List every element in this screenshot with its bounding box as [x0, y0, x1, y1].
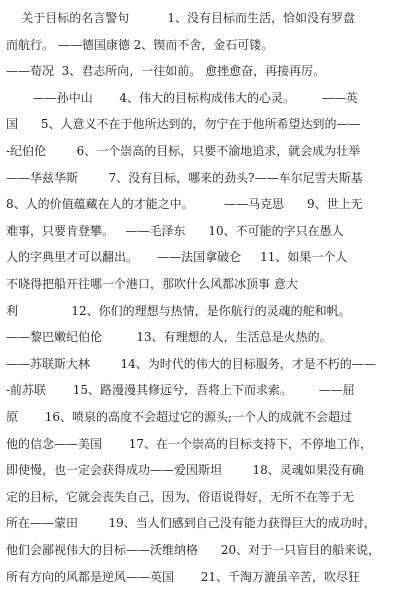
text-line: ——黎巴嫩纪伯伦 13、有理想的人，生活总是火热的。	[6, 330, 332, 345]
text-line: 8、人的价值蕴藏在人的才能之中。 ——马克思 9、世上无	[6, 197, 363, 212]
text-line: 他的信念——美国 17、在一个崇高的目标支持下，不停地工作，	[6, 436, 372, 451]
text-line: 不晓得把船开往哪一个港口，那吹什么风都冰顶事 意大	[6, 277, 298, 291]
text-line: -前苏联 15、路漫漫其修远兮，吾将上下而求索。 ——屈	[6, 383, 355, 398]
text-line: 国 5、人意义不在于他所达到的，勿宁在于他所希望达到的——	[6, 117, 361, 132]
text-line: 难事，只要肯登攀。 ——毛泽东 10、不可能的字只在愚人	[6, 223, 344, 238]
text-line: ——苏联斯大林 14、为时代的伟大的目标服务，才是不朽的——	[6, 356, 376, 371]
text-line: 定的目标，它就会丧失自己，因为，俗语说得好，无所不在等于无	[6, 489, 355, 504]
text-line: 所在——蒙田 19、当人们感到自己没有能力获得巨大的成功时，	[6, 516, 376, 531]
text-line: 而航行。 ——德国康德 2、锲而不舍，金石可镂。	[6, 37, 274, 52]
text-line: 所有方向的风都是逆风——英国 21、千淘万漉虽辛苦，吹尽狂	[6, 569, 360, 584]
text-line: 关于目标的名言警句 1、没有目标而生活，恰如没有罗盘	[6, 11, 356, 25]
text-line: ——荀况 3、君志所向，一往如前。 愈挫愈奋，再接再厉。	[6, 64, 326, 79]
text-line: ——孙中山 4、伟大的目标构成伟大的心灵。 ——英	[6, 90, 358, 105]
text-line: 人的字典里才可以翻出。 ——法国拿破仑 11、如果一个人	[6, 250, 348, 265]
text-line: 即使慢，也一定会获得成功——爱因斯坦 18、灵魂如果没有确	[6, 463, 364, 478]
text-line: 原 16、喷泉的高度不会超过它的源头;一个人的成就不会超过	[6, 410, 353, 424]
text-line: -纪伯伦 6、一个崇高的目标，只要不渝地追求，就会成为壮举	[6, 144, 361, 158]
text-line: 利 12、你们的理想与热情，是你航行的灵魂的舵和帆。	[6, 303, 351, 318]
text-line: 他们会鄙视伟大的目标——沃维纳格 20、对于一只盲目的船来说，	[6, 543, 381, 557]
text-line: ——华兹华斯 7、没有目标，哪来的劲头?——车尔尼雪夫斯基	[6, 170, 363, 185]
